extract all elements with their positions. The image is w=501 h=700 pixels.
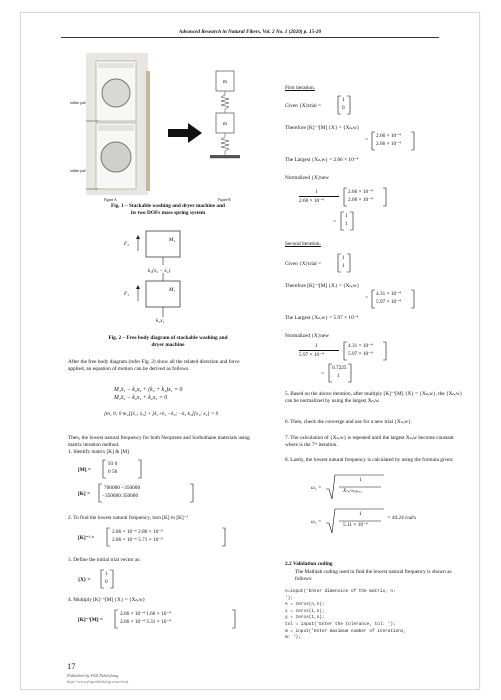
section-validation-heading: 2.2 Validation coding [285,561,333,567]
step-8: 8. Lastly, the lowest natural frequency is calculated by using the formula given: [285,457,454,463]
vector-x-row-2: 0 [105,579,108,585]
given-2-row-1: 1 [342,255,345,261]
figure-2-caption-line-2: dryer machine [151,342,185,348]
washer-door [101,142,131,172]
first-iteration-heading: First iteration. [285,85,316,91]
therefore-2-row-1: 4.31 × 10⁻⁴ [376,291,401,297]
norm-1-result-row-2: 1 [345,221,348,227]
therefore-2-row-2: 5.97 × 10⁻⁴ [376,299,401,305]
figure-a-label: Figure A [104,198,117,202]
step-6: 6. Then, check the converge and use for a new trial {Xₙₑw}. [285,419,412,425]
fbd-spring-1-force: k₁x₁ [156,318,165,324]
matrix-kinv-label: [K]⁻¹ = [78,535,95,541]
matrix-kim-label: [K]⁻¹[M] = [78,617,103,623]
equation-1: M₁ẍ₁ − k₂x₂ + (k₂ + k₁)x₁ = 0 [114,387,183,393]
norm-2-row-1: 4.31 × 10⁻⁴ [348,343,373,349]
matrix-m-label: [M] = [78,467,91,473]
section-validation-text: The Mathlab coding used to find the lowest natural frequency is shown as follows: [295,569,452,583]
norm-2-result-row-1: 0.7225 [332,365,347,371]
therefore-1-row-1: 2.66 × 10⁻⁴ [376,133,401,139]
mass-spring-schematic [210,71,240,158]
equation-3-matrix: [m₁ 0; 0 m₂][ẍ₁; ẍ₂] + [k₁+k₂ −k₂; −k₂ k₂][x₁; x₂] = 0 [104,411,219,417]
washer-panel [98,125,134,131]
vector-x-row-1: 1 [105,571,108,577]
fbd-force-1: F₁ [124,291,130,297]
equation-2: M₂ẍ₂ − k₂x₁ + k₂x₂ = 0 [114,395,168,401]
figure-1-caption-line-2: its two DOFs mass spring system [130,210,206,216]
omega-1-denominator: Xₙₒʳₘₐₗᵢᵣₑₔ [343,488,362,494]
second-iteration-heading: Second iteration. [285,241,321,247]
omega-1-sqrt [325,473,385,501]
given-1-row-2: 0 [342,105,345,111]
given-1-row-1: 1 [342,97,345,103]
vector-x-label: {X} = [78,577,91,583]
norm-1-denominator: 2.66 × 10⁻⁴ [299,198,324,204]
svg-text:m: m [223,122,227,127]
dryer-door [102,79,130,107]
door-frame [146,71,150,191]
norm-1-row-1: 2.66 × 10⁻⁴ [348,189,373,195]
norm-2-row-2: 5.97 × 10⁻⁴ [348,351,373,357]
fbd-mass-1: M₁ [169,287,176,293]
right-arrow-icon [168,123,202,143]
figure-1-caption-line-1: Fig. 1 – Stackable washing and dryer machine and [111,203,225,209]
dryer-panel [98,63,134,68]
svg-text:m: m [223,80,227,85]
therefore-1-row-2: 2.66 × 10⁻⁴ [376,141,401,147]
norm-2-fraction-bar [299,350,339,351]
normalized-1-label: Normalized {X}new [285,175,330,181]
step-5: 5. Based on the above iteration, after multiply [K]⁻¹[M] {X} = {Xₙₑw}, the {Xₙₑw} can be normalized by using the largest Xₙₑw. [285,391,463,405]
figure-2 [68,225,268,335]
matrix-kim-row-1: 2.66 × 10⁻⁴ 1.66 × 10⁻⁴ [120,611,172,617]
rubber-pad-label-1: rubber pad [70,101,86,105]
largest-2: The Largest {Xₙₑw} = 5.97 × 10⁻⁴ [285,315,359,321]
given-2-row-2: 1 [342,263,345,269]
matrix-k-label: [K] = [78,491,90,497]
code-line: m = input('Enter maximum number of iterations, [285,628,407,634]
paragraph-equation-of-motion: After the free body diagram (refer Fig. 2) show all the related direction and force applied, an equation of motion can be derived as follows. [68,359,240,373]
step-2: 2. To find the lowest natural frequency, turn [K] to [K]⁻¹ [68,515,189,521]
step-1: 1. Identify matrix [K] & [M] [68,449,129,455]
norm-2-result-row-2: 1 [337,373,340,379]
figure-2-caption-line-1: Fig. 2 – Free body diagram of stackable washing and [108,335,228,341]
omega-1-lhs: ω₁ = [311,485,322,491]
matrix-k-row-2: −350000 350000 [102,493,139,499]
paper-page: Advanced Research in Natural Fibers, Vol. 2 No. 1 (2020) p. 15-20 m m rubber pad rubber pad Figure A Figure B Fig. 1 – Stackable washing and dryer machine and its two DOFs mass spring system M₂ M₁ F₂ F₁ k₂(x₂ − x₁) k₁x₁ Fig. 2 – Free body diagram of stackable washing and dryer machine After the free body diagram (refer Fig. 2) show all the related direction and force applied, an equation of motion can be derived as follows. M₁ẍ₁ − k₂x₂ + (k₂ + k₁)x₁ = 0 M₂ẍ₂ − k₂x₁ + k₂x₂ = 0 [m₁ 0; 0 m₂][ẍ₁; ẍ₂] + [k₁+k₂ −k₂; −k₂ k₂][x₁; x₂] = 0 Then, the lowest natural frequency for both Neoprene and Sorbothane materials using matrix iteration method. 1. Identify matrix [K] & [M] [M] = 93 0 0 58 [K] = 700000 −350000 −350000 350000 2. To find the lowest natural frequency, turn [K] to [K]⁻¹ [K]⁻¹ = 2.86 × 10⁻⁶ 2.86 × 10⁻⁶ 2.86 × 10⁻⁶ 5.71 × 10⁻⁶ 3. Define the initial trial vector as: {X} = 1 0 4. Multiply [K]⁻¹[M] {X} = {Xₙₑw} [K]⁻¹[M] = 2.66 × 10⁻⁴ 1.66 × 10⁻⁴ 2.66 × 10⁻⁴ 3.31 × 10⁻⁴ First iteration. Given {X}trial = 1 0 Therefore [K]⁻¹[M] {X} = {Xₙₑw} = 2.66 × 10⁻⁴ 2.66 × 10⁻⁴ The Largest {Xₙₑw} = 2.66 × 10⁻⁴ Normalized {X}new 1 2.66 × 10⁻⁴ 2.66 × 10⁻⁴ 2.66 × 10⁻⁴ = 1 1 Second iteration. Given {X}trial = 1 1 Therefore [K]⁻¹[M] {X} = {Xₙₑw} = 4.31 × 10⁻⁴ 5.97 × 10⁻⁴ The Largest {Xₙₑw} = 5.97 × 10⁻⁴ Normalized {X}new 1 5.97 × 10⁻⁴ 4.31 × 10⁻⁴ 5.97 × 10⁻⁴ = 0.7225 1 5. Based on the above iteration, after multiply [K]⁻¹[M] {X} = {Xₙₑw}, the {Xₙₑw} can be normalized by using the largest Xₙₑw. 6. Then, check the converge and use for a new trial {Xₙₑw}. 7. The calculation of {Xₙₑw} is repeated until the largest Xₙₑw become constant where is the 7ᵗʰ iteration. 8. Lastly, the lowest natural frequency is calculated by using the formula given: ω₁ = 1 Xₙₒʳₘₐₗᵢᵣₑₔ ω₁ = 1 5.11 × 10⁻⁴ = 44.24 rad/s 2.2 Validation coding The Mathlab coding used to find the lowest natural frequency is shown as follows: n=input('Enter dimension of the matrix, n: '); A = zeros(n,n); x = zeros(1,n); y = zeros(1,n); tol = input('Enter the tolerance, tol: '); m = input('Enter maximum number of iterations, m: '); 17 Published by FAZ Publishing http://www.fazpublishing.com/arnf [20,12,480,690]
matrix-kim-row-2: 2.66 × 10⁻⁴ 3.31 × 10⁻⁴ [120,619,172,625]
fbd-mass-2: M₂ [169,237,176,243]
given-1: Given {X}trial = [285,103,322,109]
paragraph-natural-frequency: Then, the lowest natural frequency for both Neoprene and Sorbothane materials using matrix iteration method. [68,435,250,449]
code-line: n=input('Enter dimension of the matrix, n: [285,589,396,594]
normalized-2-label: Normalized {X}new [285,333,330,339]
therefore-1: Therefore [K]⁻¹[M] {X} = {Xₙₑw} [285,125,360,131]
norm-2-denominator: 5.97 × 10⁻⁴ [299,352,324,358]
figure-b-label: Figure B [218,198,231,202]
journal-header: Advanced Research in Natural Fibers, Vol. 2 No. 1 (2020) p. 15-20 [178,29,322,35]
omega-2-denominator: 5.11 × 10⁻⁴ [343,522,368,528]
therefore-1-equals: = [365,137,368,143]
rubber-pad-label-2: rubber pad [70,169,86,173]
header-rule [61,37,439,38]
norm-1-fraction-bar [299,196,339,197]
code-line: m: '); [285,635,301,641]
norm-1-row-2: 2.66 × 10⁻⁴ [348,197,373,203]
fbd-spring-2-force: k₂(x₂ − x₁) [148,268,171,274]
publisher-line: Published by FAZ Publishing [67,673,119,678]
publisher-url-link[interactable]: http://www.fazpublishing.com/arnf [67,679,128,684]
matrix-m-row-1: 93 0 [108,461,118,467]
matrix-kinv-row-1: 2.86 × 10⁻⁶ 2.86 × 10⁻⁶ [112,529,164,535]
step-4: 4. Multiply [K]⁻¹[M] {X} = {Xₙₑw} [68,597,146,603]
matrix-m-row-2: 0 58 [108,469,118,475]
code-line: y = zeros(1,n); [285,615,325,621]
matlab-code-block [285,589,475,642]
code-line: '); [285,595,293,601]
matrix-kinv-row-2: 2.86 × 10⁻⁶ 5.71 × 10⁻⁶ [112,537,164,543]
omega-2-sqrt [325,507,385,535]
page-number: 17 [67,661,76,671]
norm-1-result-row-1: 1 [345,213,348,219]
given-2: Given {X}trial = [285,261,322,267]
step-3: 3. Define the initial trial vector as: [68,557,141,563]
omega-1-numerator: 1 [359,477,362,483]
norm-2-numerator: 1 [315,343,318,349]
norm-1-numerator: 1 [315,189,318,195]
fbd-force-2: F₂ [124,241,130,247]
omega-2-numerator: 1 [359,511,362,517]
code-line: A = zeros(n,n); [285,602,325,608]
code-line: tol = input('Enter the tolerance, tol: '); [285,622,396,628]
matrix-k-row-1: 700000 −350000 [104,485,141,491]
omega-2-result: = 44.24 rad/s [387,515,417,521]
omega-2-lhs: ω₁ = [311,519,322,525]
step-7: 7. The calculation of {Xₙₑw} is repeated until the largest Xₙₑw become constant where is the 7ᵗʰ iteration. [285,435,454,449]
largest-1: The Largest {Xₙₑw} = 2.66 × 10⁻⁴ [285,157,359,163]
figure-1 [68,41,268,211]
code-line: x = zeros(1,n); [285,608,325,614]
therefore-2: Therefore [K]⁻¹[M] {X} = {Xₙₑw} [285,283,360,289]
